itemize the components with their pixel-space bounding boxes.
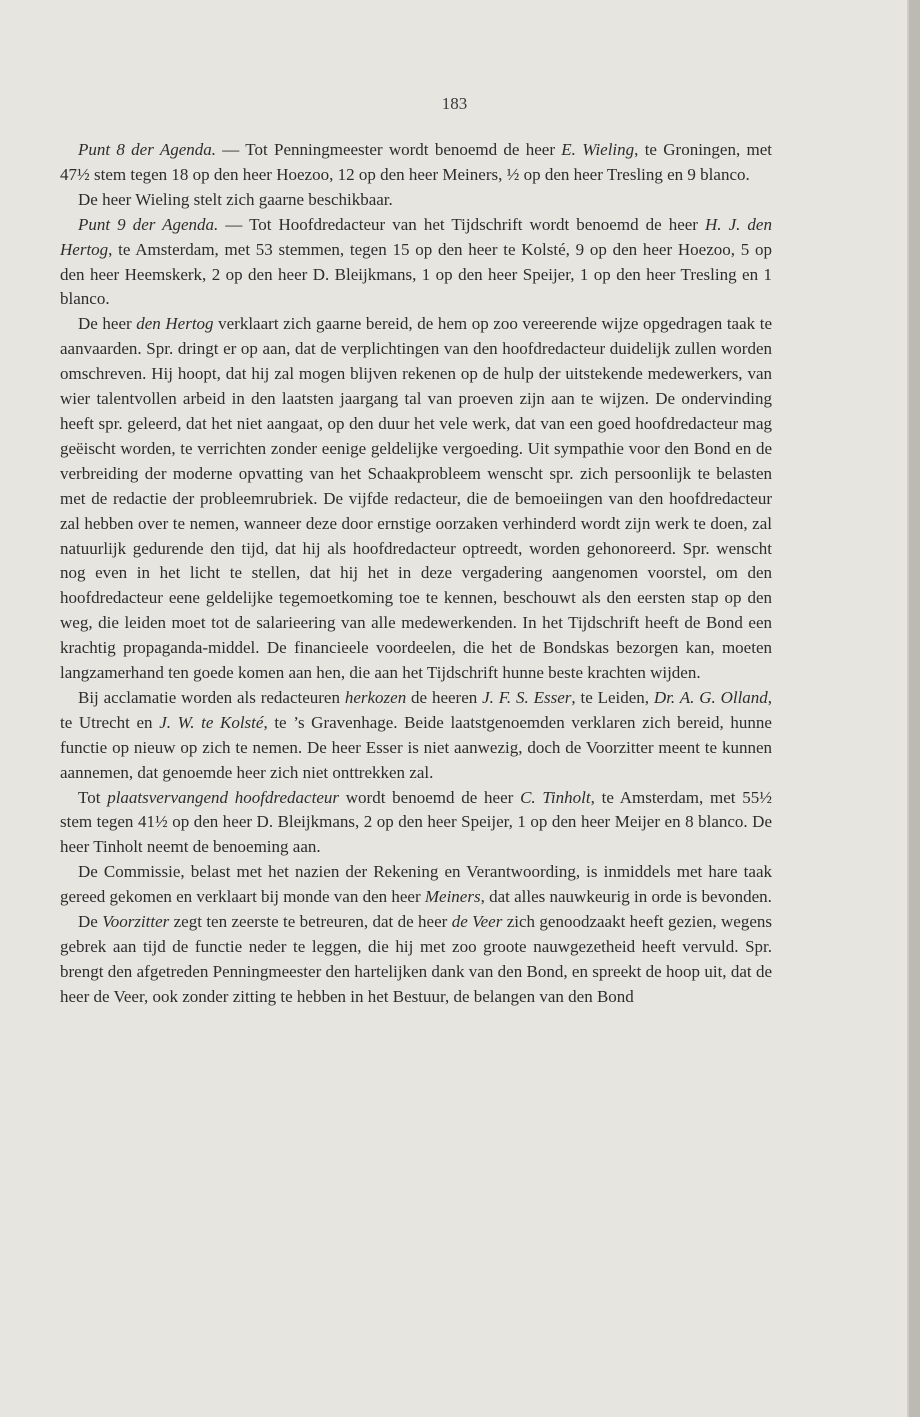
italic-run: E. Wieling [561,140,635,159]
text-run: De heer [78,314,137,334]
italic-run: Dr. A. G. Olland [653,687,768,707]
text-run: , te Amsterdam, met 55½ stem tegen 41½ op den heer D. Bleijkmans, 2 op den heer Speijer, 1 op den heer Meijer en 8 blanco. De heer Tinholt neemt de benoeming aan. [60,787,773,857]
text-run: , te Groningen, met 47½ stem tegen 18 op den heer Hoezoo, 12 op den heer Meiners, ½ op den heer Tresling en 9 blanco. [60,140,773,184]
italic-run: Punt 8 der Agenda. [78,140,217,159]
page-number: 183 [441,94,468,113]
text-run: De [78,912,103,932]
paragraph [60,312,772,686]
text-run: De Commissie, belast met het nazien der Rekening en Verantwoording, is inmiddels met hare taak gereed gekomen en verklaart bij monde van den heer [60,862,772,907]
paragraph [60,188,772,213]
text-run: , te Leiden, [571,687,654,707]
italic-run: C. Tinholt [520,787,591,807]
italic-run: herkozen [344,687,407,707]
italic-run: Meiners [424,887,481,907]
paragraph [60,138,772,188]
text-run: — Tot Penningmeester wordt benoemd de heer [216,140,562,159]
paragraph [60,860,772,910]
italic-run: Punt 9 der Agenda. [78,214,219,234]
text-run: Bij acclamatie worden als redacteuren [78,687,345,707]
text-run: , dat alles nauwkeurig in orde is bevonden. [480,887,772,907]
text-run: Tot [78,787,108,807]
text-run: , te Amsterdam, met 53 stemmen, tegen 15 op den heer te Kolsté, 9 op den heer Hoezoo, 5 op den heer Heemskerk, 2 op den heer D. Bleijkmans, 1 op den heer Speijer, 1 op den heer Tresling en 1 blanco. [60,239,772,309]
paragraph [60,213,772,313]
paragraph [60,786,772,861]
text-run: — Tot Hoofdredacteur van het Tijdschrift wordt benoemd de heer [218,214,706,234]
italic-run: de Veer [451,912,503,932]
italic-run: H. J. den Hertog [60,214,772,259]
text-run: , te Utrecht en [60,687,773,732]
text-run: , te ’s Gravenhage. Beide laatstgenoemden verklaren zich bereid, hunne functie op nieuw op zich te nemen. De heer Esser is niet aanwezig, doch de Voorzitter meent te kunnen aannemen, dat genoemde heer zich niet onttrekken zal. [60,712,772,782]
paragraph [60,686,772,786]
text-run: wordt benoemd de heer [339,787,521,807]
text-run: zegt ten zeerste te betreuren, dat de heer [169,912,452,932]
italic-run: J. F. S. Esser [482,687,572,707]
italic-run: den Hertog [136,314,214,334]
italic-run: Voorzitter [102,912,170,932]
body-text [60,138,772,1010]
italic-run: J. W. te Kolsté [159,712,264,732]
page-edge [909,0,920,1417]
text-run: verklaart zich gaarne bereid, de hem op zoo vereerende wijze opgedragen taak te aanvaarden. Spr. dringt er op aan, dat de verplichtingen van den hoofdredacteur duidelijk zullen worden omschreven. Hij hoopt, dat hij zal mogen blijven rekenen op de hulp der uitstekende medewerkers, van wier talentvollen arbeid in den laatsten jaargang tal van proeven zijn aan te wijzen. De ondervinding heeft spr. geleerd, dat het niet aangaat, op den duur het vele werk, dat van een goed hoofdredacteur mag geëischt worden, te verrichten zonder eenige geldelijke vergoeding. Uit sympathie voor den Bond en de verbreiding der moderne opvatting van het Schaakprobleem wenscht spr. zich persoonlijk te belasten met de redactie der probleemrubriek. De vijfde redacteur, die de bemoeiingen van den hoofdredacteur zal hebben over te nemen, wanneer deze door ernstige oorzaken verhinderd wordt zijn werk te doen, zal natuurlijk gedurende den tijd, dat hij als hoofdredacteur optreedt, worden gehonoreerd. Spr. wenscht nog even in het licht te stellen, dat hij het in deze vergadering aangenomen voorstel, om den hoofdredacteur eene geldelijke tegemoetkoming toe te kennen, beschouwt als den eersten stap op den weg, die leiden moet tot de salarieering van alle medewerkenden. In het Tijdschrift heeft de Bond een krachtig propaganda-middel. De financieele voordeelen, die het de Bondskas bezorgen kan, moeten langzamerhand ten goede komen aan hen, die aan het Tijdschrift hunne beste krachten wijden. [60,314,772,683]
text-run: zich genoodzaakt heeft gezien, wegens gebrek aan tijd de functie neder te leggen, die hij met zoo groote nauwgezetheid heeft vervuld. Spr. brengt den afgetreden Penningmeester den hartelijken dank van den Bond, en spreekt de hoop uit, dat de heer de Veer, ook zonder zitting te hebben in het Bestuur, de belangen van den Bond [60,912,772,1006]
paragraph [60,910,772,1010]
text-run: De heer Wieling stelt zich gaarne beschikbaar. [78,189,393,209]
text-run: de heeren [406,687,483,707]
italic-run: plaatsvervangend hoofdredacteur [107,787,339,807]
